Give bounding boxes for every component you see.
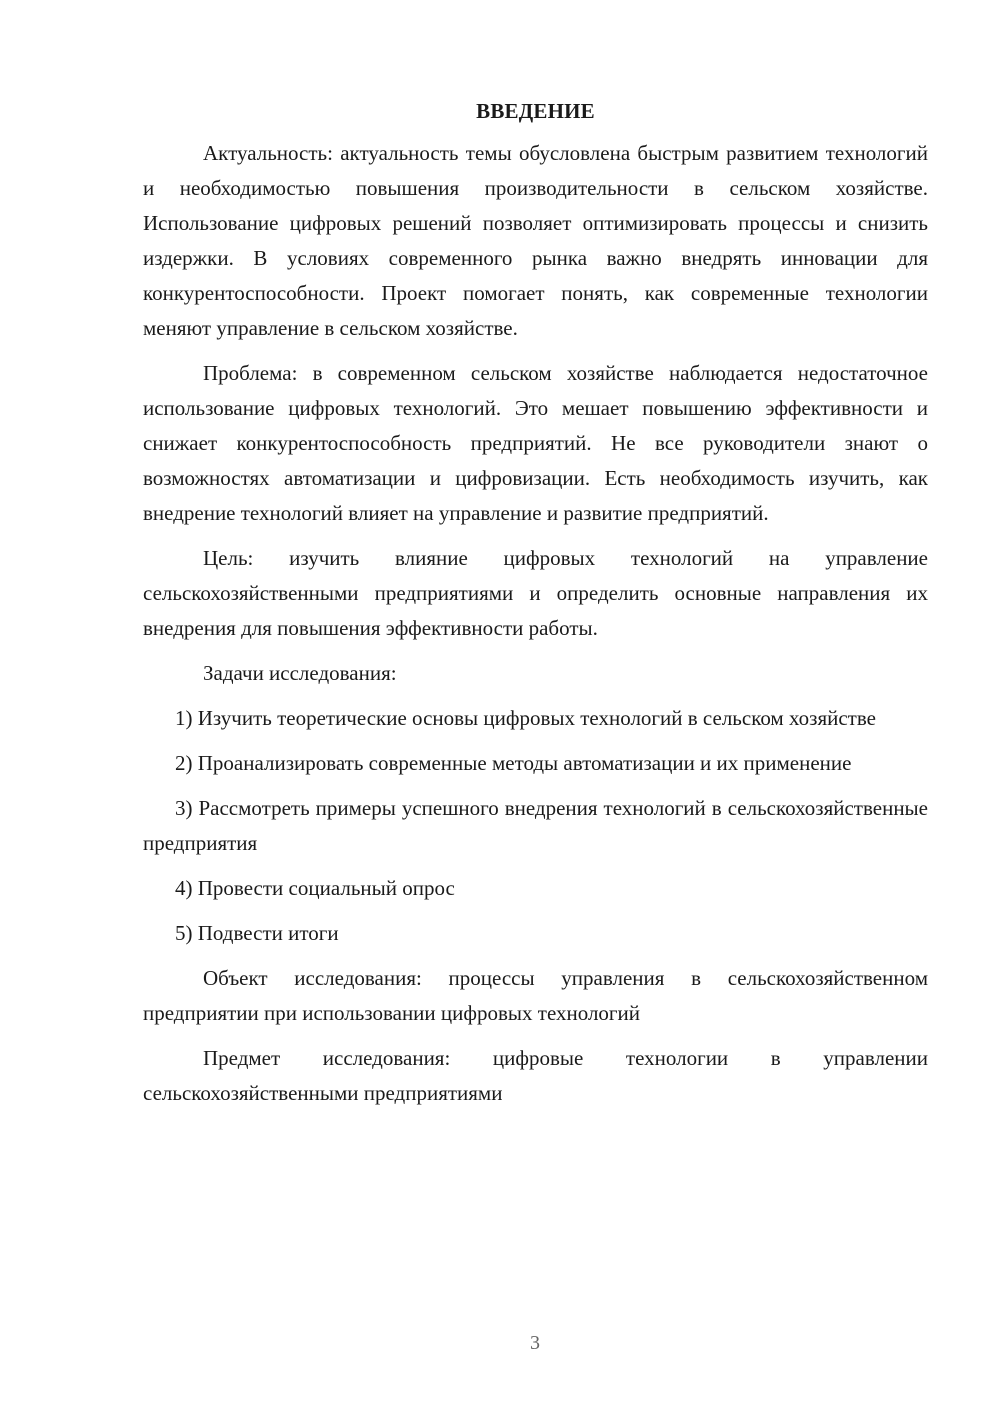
- task-item-3: 3) Рассмотреть примеры успешного внедрения технологий в сельскохозяйственные предприятия: [143, 796, 928, 855]
- research-object-paragraph: Объект исследования: процессы управления в сельскохозяйственном предприятии при использовании цифровых технологий: [143, 966, 928, 1025]
- page-number: 3: [530, 1332, 540, 1354]
- goal-paragraph: Цель: изучить влияние цифровых технологий на управление сельскохозяйственными предприятиями и определить основные направления их внедрения для повышения эффективности работы.: [143, 546, 928, 640]
- page-title: ВВЕДЕНИЕ: [476, 99, 595, 123]
- relevance-paragraph: Актуальность: актуальность темы обусловлена быстрым развитием технологий и необходимостью повышения производительности в сельском хозяйстве. Использование цифровых решений позволяет оптимизировать процессы и снизить издержки. В условиях современного рынка важно внедрять инновации для конкурентоспособности. Проект помогает понять, как современные технологии меняют управление в сельском хозяйстве.: [143, 141, 928, 340]
- task-item-4: 4) Провести социальный опрос: [175, 876, 455, 900]
- research-subject-paragraph: Предмет исследования: цифровые технологии в управлении сельскохозяйственными предприятиями: [143, 1046, 928, 1105]
- task-item-1: 1) Изучить теоретические основы цифровых технологий в сельском хозяйстве: [175, 706, 876, 730]
- task-item-2: 2) Проанализировать современные методы автоматизации и их применение: [175, 751, 852, 775]
- task-item-5: 5) Подвести итоги: [175, 921, 339, 945]
- problem-paragraph: Проблема: в современном сельском хозяйстве наблюдается недостаточное использование цифровых технологий. Это мешает повышению эффективности и снижает конкурентоспособность предприятий. Не все руководители знают о возможностях автоматизации и цифровизации. Есть необходимость изучить, как внедрение технологий влияет на управление и развитие предприятий.: [143, 361, 928, 525]
- tasks-heading: Задачи исследования:: [203, 661, 397, 685]
- document-page: [143, 96, 928, 1121]
